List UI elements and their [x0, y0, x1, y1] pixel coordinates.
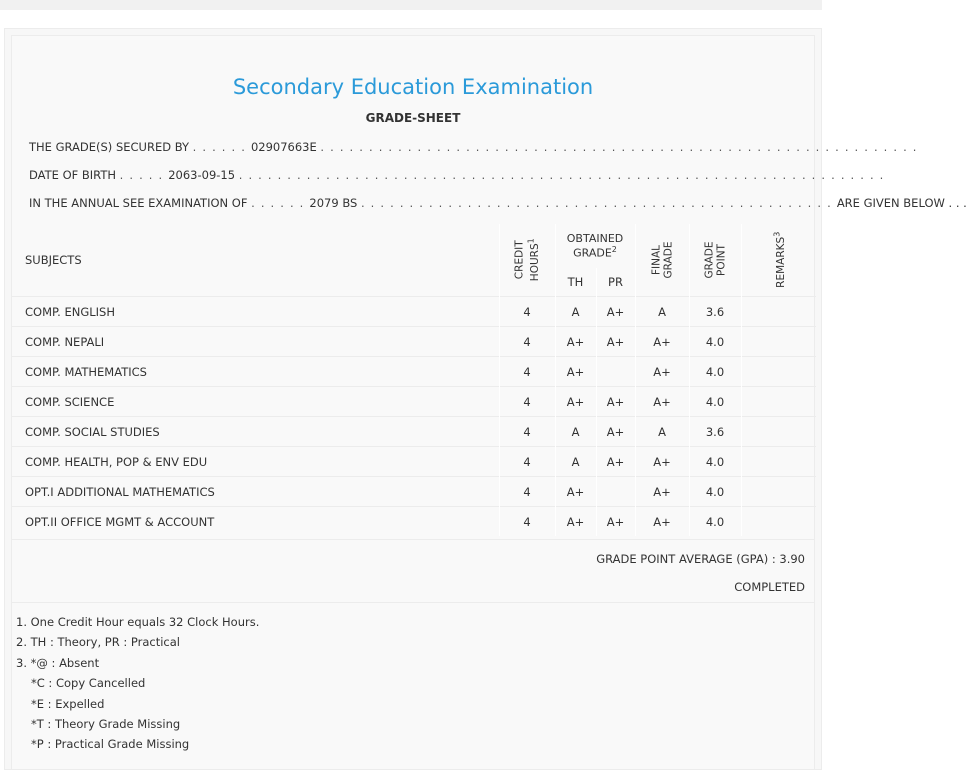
remarks-cell [741, 447, 816, 477]
final-grade-cell: A+ [635, 357, 689, 387]
theory-grade-cell: A+ [555, 387, 596, 417]
table-row [12, 477, 816, 507]
subject-cell: OPT.I ADDITIONAL MATHEMATICS [12, 477, 499, 507]
footnote-1: 1. One Credit Hour equals 32 Clock Hours. [16, 615, 260, 629]
theory-grade-cell: A [555, 447, 596, 477]
exam-year: 2079 BS [309, 196, 358, 210]
subject-cell: COMP. ENGLISH [12, 297, 499, 327]
practical-grade-cell: A+ [596, 417, 635, 447]
footnote-copy-cancelled: *C : Copy Cancelled [31, 676, 146, 691]
remarks-cell [741, 387, 816, 417]
footnote-expelled: *E : Expelled [31, 696, 105, 711]
grade-point-cell: 4.0 [689, 387, 741, 417]
table-row [12, 327, 816, 357]
theory-grade-cell: A+ [555, 327, 596, 357]
table-row [12, 507, 816, 537]
credit-hours-cell: 4 [499, 297, 555, 327]
remarks-cell [741, 327, 816, 357]
th-header: TH [555, 268, 596, 297]
credit-hours-header: CREDIT HOURS$^1$ [499, 224, 555, 297]
pr-header: PR [596, 268, 635, 297]
final-grade-cell: A+ [635, 507, 689, 537]
subject-cell: COMP. HEALTH, POP & ENV EDU [12, 447, 499, 477]
table-row [12, 447, 816, 477]
grades-table [12, 224, 816, 536]
grade-sheet-inner [11, 35, 967, 769]
credit-hours-cell: 4 [499, 507, 555, 537]
remarks-cell [741, 477, 816, 507]
credit-hours-cell: 4 [499, 357, 555, 387]
credit-hours-cell: 4 [499, 327, 555, 357]
final-grade-cell: A+ [635, 327, 689, 357]
credit-hours-cell: 4 [499, 447, 555, 477]
exam-suffix: ARE GIVEN BELOW . . . [836, 196, 967, 210]
grade-point-cell: 4.0 [689, 447, 741, 477]
subject-cell: COMP. NEPALI [12, 327, 499, 357]
gpa-text: GRADE POINT AVERAGE (GPA) : 3.90 [596, 552, 805, 566]
grade-point-cell: 4.0 [689, 357, 741, 387]
grade-sheet-panel [4, 28, 967, 770]
subject-cell: COMP. SCIENCE [12, 387, 499, 417]
table-row [12, 417, 816, 447]
footnote-2: 2. TH : Theory, PR : Practical [16, 635, 180, 650]
remarks-cell [741, 507, 816, 537]
remarks-cell [741, 417, 816, 447]
exam-label: IN THE ANNUAL SEE EXAMINATION OF [29, 196, 248, 210]
dob-line: DATE OF BIRTH . . . . . 2063-09-15 . . . . . . . . . . . . . . . . . . . . . . . . . . . . . . . . . . . . . . . . . . . . . . . . . . . . . . . . . . . . . . . . . . . [29, 168, 885, 182]
theory-grade-cell: A [555, 417, 596, 447]
final-grade-cell: A+ [635, 387, 689, 417]
practical-grade-cell [596, 477, 635, 507]
secured-by-line: THE GRADE(S) SECURED BY . . . . . . 02907663E . . . . . . . . . . . . . . . . . . . . . . . . . . . . . . . . . . . . . . . . . . . . . . . . . . . . . . . . . . . . . . [29, 140, 918, 154]
credit-hours-cell: 4 [499, 387, 555, 417]
practical-grade-cell: A+ [596, 507, 635, 537]
grade-sheet-heading: GRADE-SHEET [365, 111, 461, 125]
grade-point-header: GRADE POINT [689, 224, 741, 297]
footnotes [16, 612, 259, 755]
final-grade-header: FINAL GRADE [635, 224, 689, 297]
table-row [12, 297, 816, 327]
status-text: COMPLETED [734, 580, 805, 594]
remarks-header: REMARKS$^3$ [741, 224, 816, 297]
secured-by-label: THE GRADE(S) SECURED BY [29, 140, 190, 154]
exam-title: Secondary Education Examination [232, 75, 594, 99]
practical-grade-cell: A+ [596, 327, 635, 357]
subject-cell: OPT.II OFFICE MGMT & ACCOUNT [12, 507, 499, 537]
credit-hours-cell: 4 [499, 417, 555, 447]
remarks-cell [741, 357, 816, 387]
grade-point-cell: 4.0 [689, 477, 741, 507]
subject-cell: COMP. SOCIAL STUDIES [12, 417, 499, 447]
dob-label: DATE OF BIRTH [29, 168, 117, 182]
theory-grade-cell: A [555, 297, 596, 327]
practical-grade-cell: A+ [596, 447, 635, 477]
practical-grade-cell [596, 357, 635, 387]
table-header-row [12, 224, 816, 268]
credit-hours-cell: 4 [499, 477, 555, 507]
grade-point-cell: 4.0 [689, 507, 741, 537]
obtained-grade-header: OBTAINED GRADE$^2$ [555, 224, 635, 268]
final-grade-cell: A [635, 417, 689, 447]
final-grade-cell: A+ [635, 477, 689, 507]
final-grade-cell: A [635, 297, 689, 327]
notes-divider [12, 602, 814, 603]
symbol-number: 02907663E [250, 140, 317, 154]
table-row [12, 387, 816, 417]
grade-rows [12, 297, 816, 537]
grade-point-cell: 4.0 [689, 327, 741, 357]
practical-grade-cell: A+ [596, 387, 635, 417]
theory-grade-cell: A+ [555, 477, 596, 507]
theory-grade-cell: A+ [555, 507, 596, 537]
table-row [12, 357, 816, 387]
table-bottom-divider [12, 539, 814, 540]
final-grade-cell: A+ [635, 447, 689, 477]
remarks-cell [741, 297, 816, 327]
footnote-practical-missing: *P : Practical Grade Missing [31, 737, 190, 752]
practical-grade-cell: A+ [596, 297, 635, 327]
footnote-theory-missing: *T : Theory Grade Missing [31, 717, 181, 732]
exam-line: IN THE ANNUAL SEE EXAMINATION OF . . . . . . 2079 BS . . . . . . . . . . . . . . . . . . . . . . . . . . . . . . . . . . . . . . . . . . . . . . . . . ARE GIVEN BELOW . . . [29, 196, 967, 210]
theory-grade-cell: A+ [555, 357, 596, 387]
grade-point-cell: 3.6 [689, 417, 741, 447]
top-bar [0, 0, 822, 10]
subject-cell: COMP. MATHEMATICS [12, 357, 499, 387]
dob-value: 2063-09-15 [168, 168, 236, 182]
grade-point-cell: 3.6 [689, 297, 741, 327]
subjects-header: SUBJECTS [25, 253, 82, 267]
footnote-3: 3. *@ : Absent [16, 655, 100, 670]
